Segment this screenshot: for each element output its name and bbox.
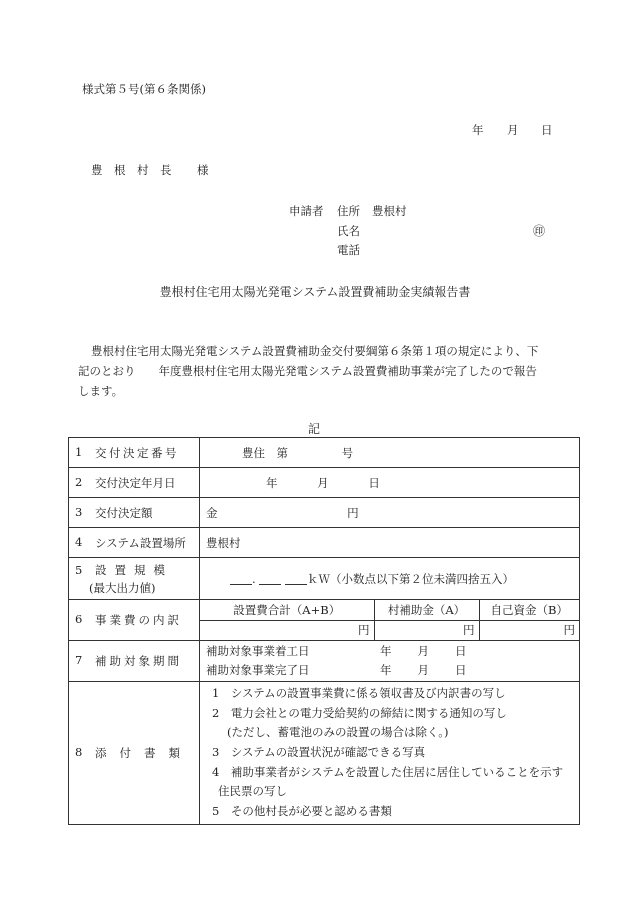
body-line-1: 豊根村住宅用太陽光発電システム設置費補助金交付要綱第６条第１項の規定により、下	[91, 344, 539, 358]
amount-prefix: 金	[206, 505, 218, 520]
attachment-item-4: 4 補助事業者がシステムを設置した住居に居住していることを示す	[212, 764, 564, 779]
report-table	[68, 437, 580, 825]
end-month-label: 月	[417, 663, 429, 677]
row-label: 補助対象期間	[95, 654, 182, 668]
table-row-install-location	[69, 528, 580, 558]
start-month-label: 月	[417, 644, 429, 658]
capacity-dec2-blank	[285, 572, 307, 585]
row-label: 添付書類	[95, 745, 193, 760]
decision-day-label: 日	[368, 475, 380, 490]
capacity-int-blank	[230, 572, 252, 585]
date-day-label: 日	[541, 123, 553, 137]
decision-number-suffix: 号	[341, 445, 354, 460]
cost-total-header: 設置費合計（A+B）	[200, 600, 374, 620]
village-subsidy-yen: 円	[374, 620, 479, 640]
table-row-decision-date	[69, 468, 580, 498]
village-subsidy-header: 村補助金（A）	[374, 600, 479, 620]
body-line-3: します。	[78, 384, 124, 398]
table-row-decision-number	[69, 438, 580, 468]
attachment-item-2-note: (ただし、蓄電池のみの設置の場合は除く。)	[227, 725, 449, 740]
row-number: 5	[75, 562, 83, 577]
table-row-install-scale	[69, 558, 580, 600]
self-fund-header: 自己資金（B）	[479, 600, 579, 620]
capacity-decimal-dot: .	[252, 571, 256, 586]
attachment-item-4-cont: 住民票の写し	[218, 784, 287, 799]
row-label: 設置規模	[95, 562, 173, 577]
table-row-subsidy-period	[69, 641, 580, 682]
row-number: 8	[75, 744, 83, 759]
start-day-label: 日	[455, 644, 467, 658]
seal-mark: ㊞	[533, 224, 546, 238]
row-number: 3	[75, 504, 83, 519]
decision-year-label: 年	[266, 475, 278, 490]
name-label: 氏名	[337, 224, 360, 238]
install-location-value: 豊根村	[206, 535, 241, 550]
address-value: 豊根村	[372, 204, 407, 218]
address-label: 住所	[337, 204, 360, 218]
cost-total-yen: 円	[200, 620, 374, 640]
end-year-label: 年	[380, 663, 392, 677]
applicant-role: 申請者	[289, 204, 324, 218]
attachment-item-3: 3 システムの設置状況が確認できる写真	[212, 745, 426, 760]
row-number: 1	[75, 444, 83, 459]
date-year-label: 年	[472, 123, 484, 137]
capacity-dec1-blank	[259, 572, 281, 585]
decision-number-prefix: 豊住 第	[242, 445, 288, 460]
attachment-item-1: 1 システムの設置事業費に係る領収書及び内訳書の写し	[212, 686, 506, 700]
start-year-label: 年	[380, 644, 392, 658]
capacity-unit-note: ｋＷ（小数点以下第２位未満四捨五入）	[306, 571, 514, 586]
end-date-label: 補助対象事業完了日	[206, 663, 310, 677]
addressee-honorific: 様	[197, 163, 209, 177]
row-label: 交付決定年月日	[95, 475, 176, 490]
table-row-decision-amount	[69, 498, 580, 528]
row-label: 事業費の内訳	[95, 613, 182, 627]
table-row-attachments	[69, 682, 580, 825]
self-fund-yen: 円	[563, 623, 575, 638]
row-number: 4	[75, 534, 83, 549]
cost-breakdown-grid	[200, 600, 579, 640]
attachment-item-2: 2 電力会社との電力受給契約の締結に関する通知の写し	[212, 705, 507, 720]
phone-label: 電話	[337, 243, 360, 257]
body-line-2: 記のとおり 年度豊根村住宅用太陽光発電システム設置費補助事業が完了したので報告	[78, 364, 537, 378]
row-number: 7	[75, 653, 83, 667]
row-label: 交付決定番号	[95, 445, 179, 460]
form-number: 様式第５号(第６条関係)	[82, 82, 206, 96]
attachment-item-5: 5 その他村長が必要と認める書類	[212, 804, 392, 819]
row-number: 2	[75, 474, 83, 489]
date-month-label: 月	[507, 123, 519, 137]
row-label: システム設置場所	[95, 535, 186, 550]
start-date-label: 補助対象事業着工日	[206, 644, 310, 658]
row-label: 交付決定額	[95, 505, 153, 520]
addressee-name: 豊 根 村 長	[91, 163, 172, 177]
row-number: 6	[75, 612, 83, 626]
end-day-label: 日	[455, 663, 467, 677]
decision-month-label: 月	[317, 475, 329, 490]
document-title: 豊根村住宅用太陽光発電システム設置費補助金実績報告書	[159, 285, 471, 299]
row-sublabel: (最大出力値)	[89, 580, 156, 595]
ki-heading: 記	[308, 422, 321, 436]
amount-suffix: 円	[347, 505, 359, 520]
table-row-cost-breakdown	[69, 600, 580, 641]
